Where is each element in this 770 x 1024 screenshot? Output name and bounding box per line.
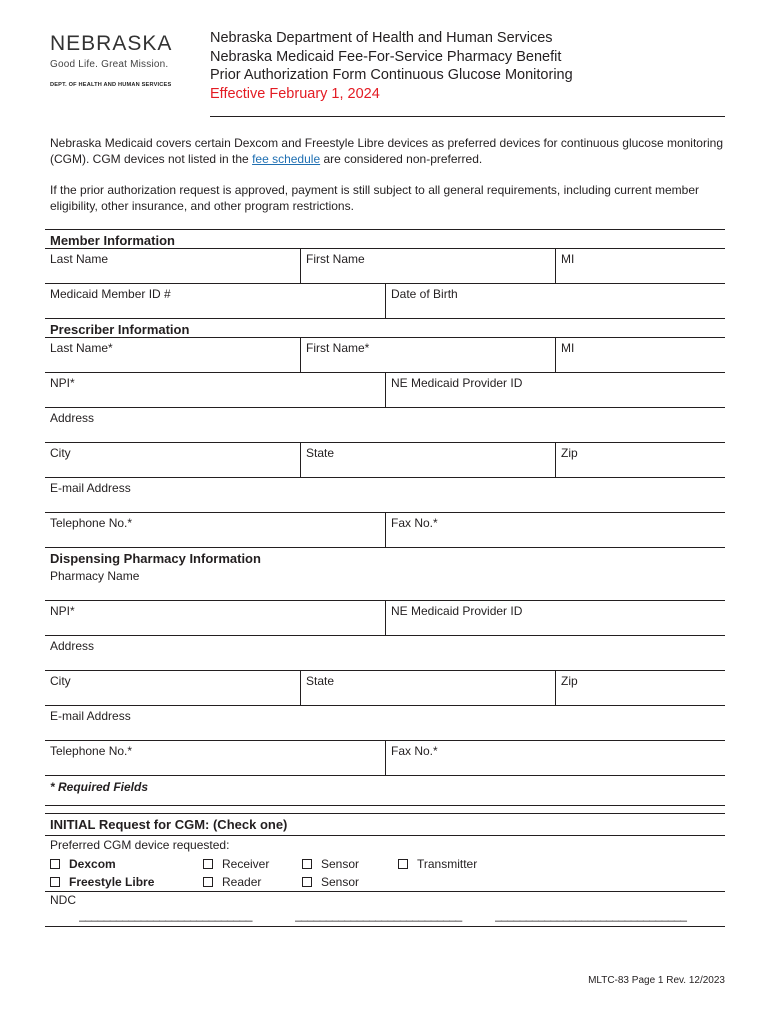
pharmacy-address-row <box>45 636 725 671</box>
dexcom-option[interactable] <box>50 857 116 871</box>
pharmacy-fax-field[interactable]: Fax No.* <box>385 741 725 775</box>
pharmacy-section-title: Dispensing Pharmacy Information <box>50 551 261 566</box>
pharmacy-email-field[interactable]: E-mail Address <box>50 709 131 723</box>
dexcom-sensor-label: Sensor <box>321 857 360 871</box>
ndc-row <box>45 908 725 927</box>
checkbox-icon[interactable] <box>302 859 312 869</box>
prescriber-city-row <box>45 443 725 478</box>
header-effective-date: Effective February 1, 2024 <box>210 85 380 102</box>
member-id-field[interactable]: Medicaid Member ID # <box>50 287 171 301</box>
intro-paragraph-1 <box>50 135 730 167</box>
initial-request-title: INITIAL Request for CGM: (Check one) <box>50 817 288 832</box>
prescriber-provider-id-field[interactable]: NE Medicaid Provider ID <box>385 373 725 407</box>
prescriber-email-field[interactable]: E-mail Address <box>50 481 131 495</box>
intro-paragraph-2 <box>50 182 730 214</box>
pharmacy-city-field[interactable]: City <box>50 674 71 688</box>
logo-wordmark: NEBRASKA <box>50 32 173 55</box>
pa-form <box>45 229 725 927</box>
pharmacy-city-row <box>45 671 725 706</box>
pharmacy-npi-field[interactable]: NPI* <box>50 604 75 618</box>
pharmacy-name-row <box>45 566 725 601</box>
dexcom-label: Dexcom <box>69 857 116 871</box>
receiver-option[interactable] <box>203 857 269 871</box>
pharmacy-phone-row <box>45 741 725 776</box>
intro-p1-text-b: are considered non-preferred. <box>320 152 483 166</box>
member-last-name-field[interactable]: Last Name <box>50 252 109 266</box>
nebraska-dhhs-logo <box>50 33 200 88</box>
member-section-title: Member Information <box>50 233 175 248</box>
dexcom-sensor-option[interactable] <box>302 857 359 871</box>
ndc-field-1[interactable]: ____________________________ <box>79 908 252 922</box>
transmitter-option[interactable] <box>398 857 477 871</box>
reader-label: Reader <box>222 875 262 889</box>
intro-p2-text: If the prior authorization request is approved, payment is still subject to all general requirements, including current member eligibility, other insurance, and other program restrictions. <box>50 183 699 213</box>
prescriber-state-field[interactable]: State <box>300 443 555 477</box>
page-footer: MLTC-83 Page 1 Rev. 12/2023 <box>588 975 725 986</box>
checkbox-icon[interactable] <box>50 859 60 869</box>
transmitter-label: Transmitter <box>417 857 478 871</box>
prescriber-section-title: Prescriber Information <box>50 322 190 337</box>
prescriber-last-name-field[interactable]: Last Name* <box>50 341 113 355</box>
fee-schedule-link[interactable]: fee schedule <box>252 152 321 166</box>
libre-sensor-option[interactable] <box>302 875 359 889</box>
device-options <box>45 855 725 891</box>
prescriber-first-name-field[interactable]: First Name* <box>300 338 555 372</box>
member-dob-field[interactable]: Date of Birth <box>385 284 725 318</box>
checkbox-icon[interactable] <box>50 877 60 887</box>
pharmacy-zip-field[interactable]: Zip <box>555 671 725 705</box>
member-first-name-field[interactable]: First Name <box>300 249 555 283</box>
prescriber-npi-field[interactable]: NPI* <box>50 376 75 390</box>
prescriber-fax-field[interactable]: Fax No.* <box>385 513 725 547</box>
prescriber-npi-row <box>45 373 725 408</box>
prescriber-name-row <box>45 338 725 373</box>
header-form-title: Prior Authorization Form Continuous Glucose Monitoring <box>210 67 573 83</box>
checkbox-icon[interactable] <box>398 859 408 869</box>
header-agency: Nebraska Department of Health and Human Services <box>210 30 553 46</box>
prescriber-address-row <box>45 408 725 443</box>
freestyle-libre-label: Freestyle Libre <box>69 875 155 889</box>
prescriber-email-row <box>45 478 725 513</box>
pharmacy-email-row <box>45 706 725 741</box>
logo-tagline: Good Life. Great Mission. <box>50 59 169 70</box>
ndc-field-3[interactable]: _______________________________ <box>495 908 687 922</box>
header-program: Nebraska Medicaid Fee-For-Service Pharmacy Benefit <box>210 48 562 65</box>
ndc-label: NDC <box>50 893 76 907</box>
checkbox-icon[interactable] <box>203 859 213 869</box>
prescriber-address-field[interactable]: Address <box>50 411 95 425</box>
header-divider <box>210 116 725 117</box>
intro-p1-text-a: Nebraska Medicaid covers certain Dexcom and Freestyle Libre devices as preferred devices for continuous glucose monitoring (CGM). CGM devices not listed in the <box>50 136 723 166</box>
required-fields-note: * Required Fields <box>45 776 725 806</box>
form-header <box>210 29 573 103</box>
pharmacy-phone-field[interactable]: Telephone No.* <box>50 744 133 758</box>
checkbox-icon[interactable] <box>302 877 312 887</box>
pharmacy-state-field[interactable]: State <box>300 671 555 705</box>
libre-sensor-label: Sensor <box>321 875 360 889</box>
prescriber-city-field[interactable]: City <box>50 446 71 460</box>
prescriber-mi-field[interactable]: MI <box>555 338 725 372</box>
pharmacy-npi-row <box>45 601 725 636</box>
pharmacy-name-field[interactable]: Pharmacy Name <box>50 569 140 583</box>
prescriber-phone-field[interactable]: Telephone No.* <box>50 516 133 530</box>
receiver-label: Receiver <box>222 857 270 871</box>
prescriber-zip-field[interactable]: Zip <box>555 443 725 477</box>
reader-option[interactable] <box>203 875 261 889</box>
checkbox-icon[interactable] <box>203 877 213 887</box>
ndc-field-2[interactable]: ___________________________ <box>295 908 462 922</box>
logo-dept: DEPT. OF HEALTH AND HUMAN SERVICES <box>50 82 172 88</box>
member-id-row <box>45 284 725 319</box>
member-mi-field[interactable]: MI <box>555 249 725 283</box>
pharmacy-provider-id-field[interactable]: NE Medicaid Provider ID <box>385 601 725 635</box>
prescriber-phone-row <box>45 513 725 548</box>
pharmacy-address-field[interactable]: Address <box>50 639 95 653</box>
freestyle-libre-option[interactable] <box>50 875 154 889</box>
member-name-row <box>45 249 725 284</box>
device-requested-label: Preferred CGM device requested: <box>50 838 230 852</box>
